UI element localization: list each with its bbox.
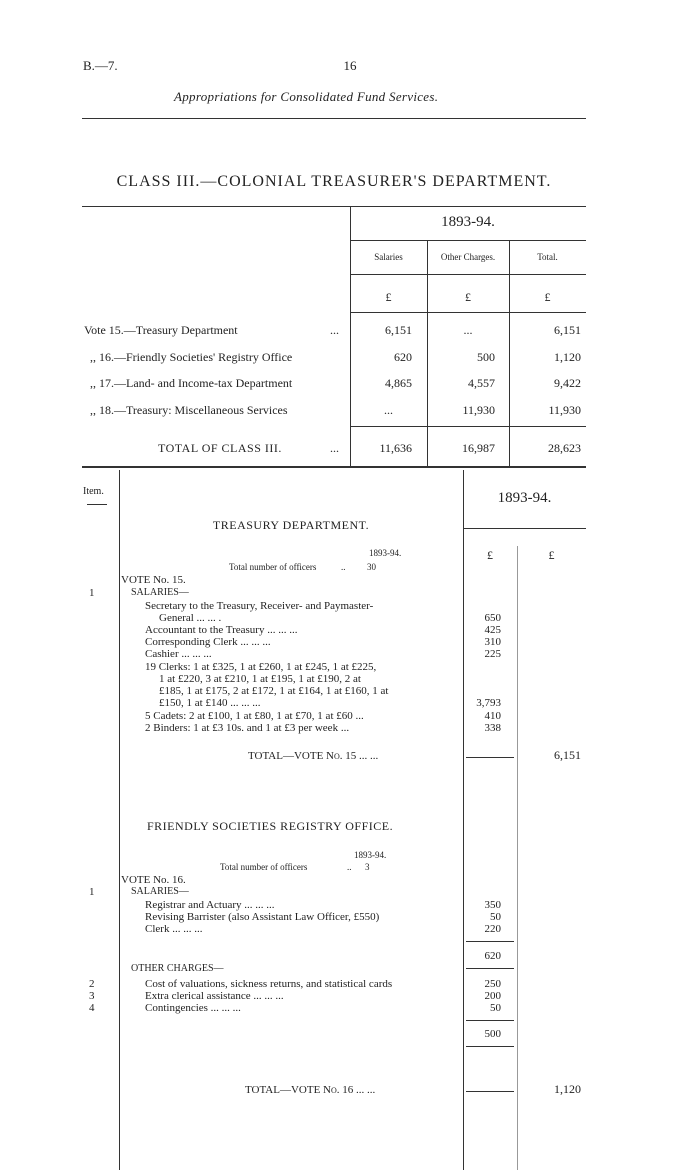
officers-count: 30 [367, 562, 376, 572]
line-item: Extra clerical assistance ... ... ... [145, 990, 284, 1002]
line-amount: 3,793 [476, 697, 501, 709]
salaries-heading: SALARIES— [131, 587, 189, 598]
officers-label: Total number of officers [220, 862, 308, 872]
item-number: 2 [89, 978, 95, 990]
col-header-salaries: Salaries [374, 252, 403, 262]
line-item: Revising Barrister (also Assistant Law Officer, £550) [145, 911, 380, 923]
vote-total-label: TOTAL—VOTE No. 16 ... ... [245, 1084, 376, 1096]
vote-total-amount: 1,120 [554, 1082, 581, 1096]
officers-dots: .. [347, 862, 352, 872]
line-item: Cost of valuations, sickness returns, and statistical cards [145, 978, 393, 990]
salaries-heading: SALARIES— [131, 886, 189, 897]
vote-total-amount: 6,151 [554, 748, 581, 762]
item-number: 4 [89, 1002, 95, 1014]
line-item: Accountant to the Treasury ... ... ... [145, 624, 298, 636]
section-title: TREASURY DEPARTMENT. [212, 518, 370, 532]
line-item: Cashier ... ... ... [145, 648, 212, 660]
total-salaries: 11,636 [379, 441, 412, 455]
row-other: 11,930 [462, 403, 495, 417]
line-amount: 250 [484, 978, 501, 990]
currency-other: £ [465, 290, 471, 304]
officers-label: Total number of officers [229, 562, 317, 572]
vote-heading: VOTE No. 15. [121, 574, 186, 586]
line-amount: 220 [484, 923, 501, 935]
line-amount: 310 [484, 636, 501, 648]
officers-year: 1893-94. [369, 548, 402, 558]
line-item: 5 Cadets: 2 at £100, 1 at £80, 1 at £70, 1 at £60 ... [145, 710, 364, 722]
item-number: 1 [89, 587, 95, 599]
line-amount: 425 [484, 624, 501, 636]
row-other: 4,557 [468, 376, 495, 390]
total-label: TOTAL OF CLASS III. [158, 441, 282, 455]
line-item: General ... ... . [159, 612, 222, 624]
row-salaries: 6,151 [385, 323, 412, 337]
currency-amounts: £ [487, 548, 493, 562]
total-dots: ... [330, 441, 339, 455]
row-label: ,, 18.—Treasury: Miscellaneous Services [90, 403, 288, 417]
row-dots: ... [330, 323, 339, 337]
officers-dots: .. [341, 562, 346, 572]
page-number: 16 [343, 58, 357, 73]
other-charges-heading: OTHER CHARGES— [131, 963, 224, 974]
salaries-subtotal: 620 [484, 950, 501, 962]
line-item: £185, 1 at £175, 2 at £172, 1 at £164, 1 at £160, 1 at [159, 685, 389, 697]
line-item: 1 at £220, 3 at £210, 1 at £195, 1 at £190, 2 at [159, 673, 361, 685]
currency-salaries: £ [385, 290, 392, 304]
officers-count: 3 [365, 862, 370, 872]
other-subtotal: 500 [484, 1028, 501, 1040]
line-amount: 225 [484, 648, 501, 660]
currency-total: £ [544, 290, 551, 304]
row-salaries: 4,865 [385, 376, 412, 390]
vote-heading: VOTE No. 16. [121, 874, 186, 886]
line-amount: 650 [484, 612, 501, 624]
line-amount: 50 [490, 911, 501, 923]
line-item: 2 Binders: 1 at £3 10s. and 1 at £3 per week ... [145, 722, 350, 734]
item-number: 3 [89, 990, 95, 1002]
row-total: 1,120 [554, 350, 581, 364]
row-salaries: ... [384, 403, 393, 417]
line-amount: 50 [490, 1002, 501, 1014]
row-total: 11,930 [548, 403, 581, 417]
running-title: Appropriations for Consolidated Fund Services. [174, 89, 439, 104]
line-item: Contingencies ... ... ... [145, 1002, 241, 1014]
currency-totals: £ [548, 548, 555, 562]
section-title: FRIENDLY SOCIETIES REGISTRY OFFICE. [147, 819, 394, 833]
vote-total-label: TOTAL—VOTE No. 15 ... ... [248, 750, 379, 762]
line-item: Secretary to the Treasury, Receiver- and Paymaster- [145, 600, 374, 612]
col-header-total: Total. [537, 252, 558, 262]
row-label: ,, 17.—Land- and Income-tax Department [90, 376, 293, 390]
row-salaries: 620 [394, 350, 412, 364]
line-item: £150, 1 at £140 ... ... ... [159, 697, 261, 709]
row-label: ,, 16.—Friendly Societies' Registry Office [90, 350, 293, 364]
total-other: 16,987 [462, 441, 495, 455]
detail-year: 1893-94. [497, 490, 552, 506]
line-item: Registrar and Actuary ... ... ... [145, 899, 275, 911]
row-label: Vote 15.—Treasury Department [84, 323, 238, 337]
item-column-header: Item. [83, 486, 104, 497]
line-amount: 410 [484, 710, 501, 722]
line-item: 19 Clerks: 1 at £325, 1 at £260, 1 at £245, 1 at £225, [145, 661, 377, 673]
class-title: CLASS III.—COLONIAL TREASURER'S DEPARTMENT. [116, 173, 552, 190]
summary-year: 1893-94. [441, 214, 495, 230]
item-number: 1 [89, 886, 95, 898]
line-amount: 350 [484, 899, 501, 911]
col-header-other-charges: Other Charges. [440, 252, 496, 262]
total-total: 28,623 [548, 441, 581, 455]
line-amount: 338 [484, 722, 501, 734]
row-total: 6,151 [554, 323, 581, 337]
line-item: Clerk ... ... ... [145, 923, 203, 935]
row-total: 9,422 [554, 376, 581, 390]
officers-year: 1893-94. [354, 850, 387, 860]
line-item: Corresponding Clerk ... ... ... [145, 636, 271, 648]
row-other: 500 [477, 350, 495, 364]
line-amount: 200 [484, 990, 501, 1002]
document-ref: B.—7. [83, 58, 118, 73]
row-other: ... [463, 323, 473, 337]
